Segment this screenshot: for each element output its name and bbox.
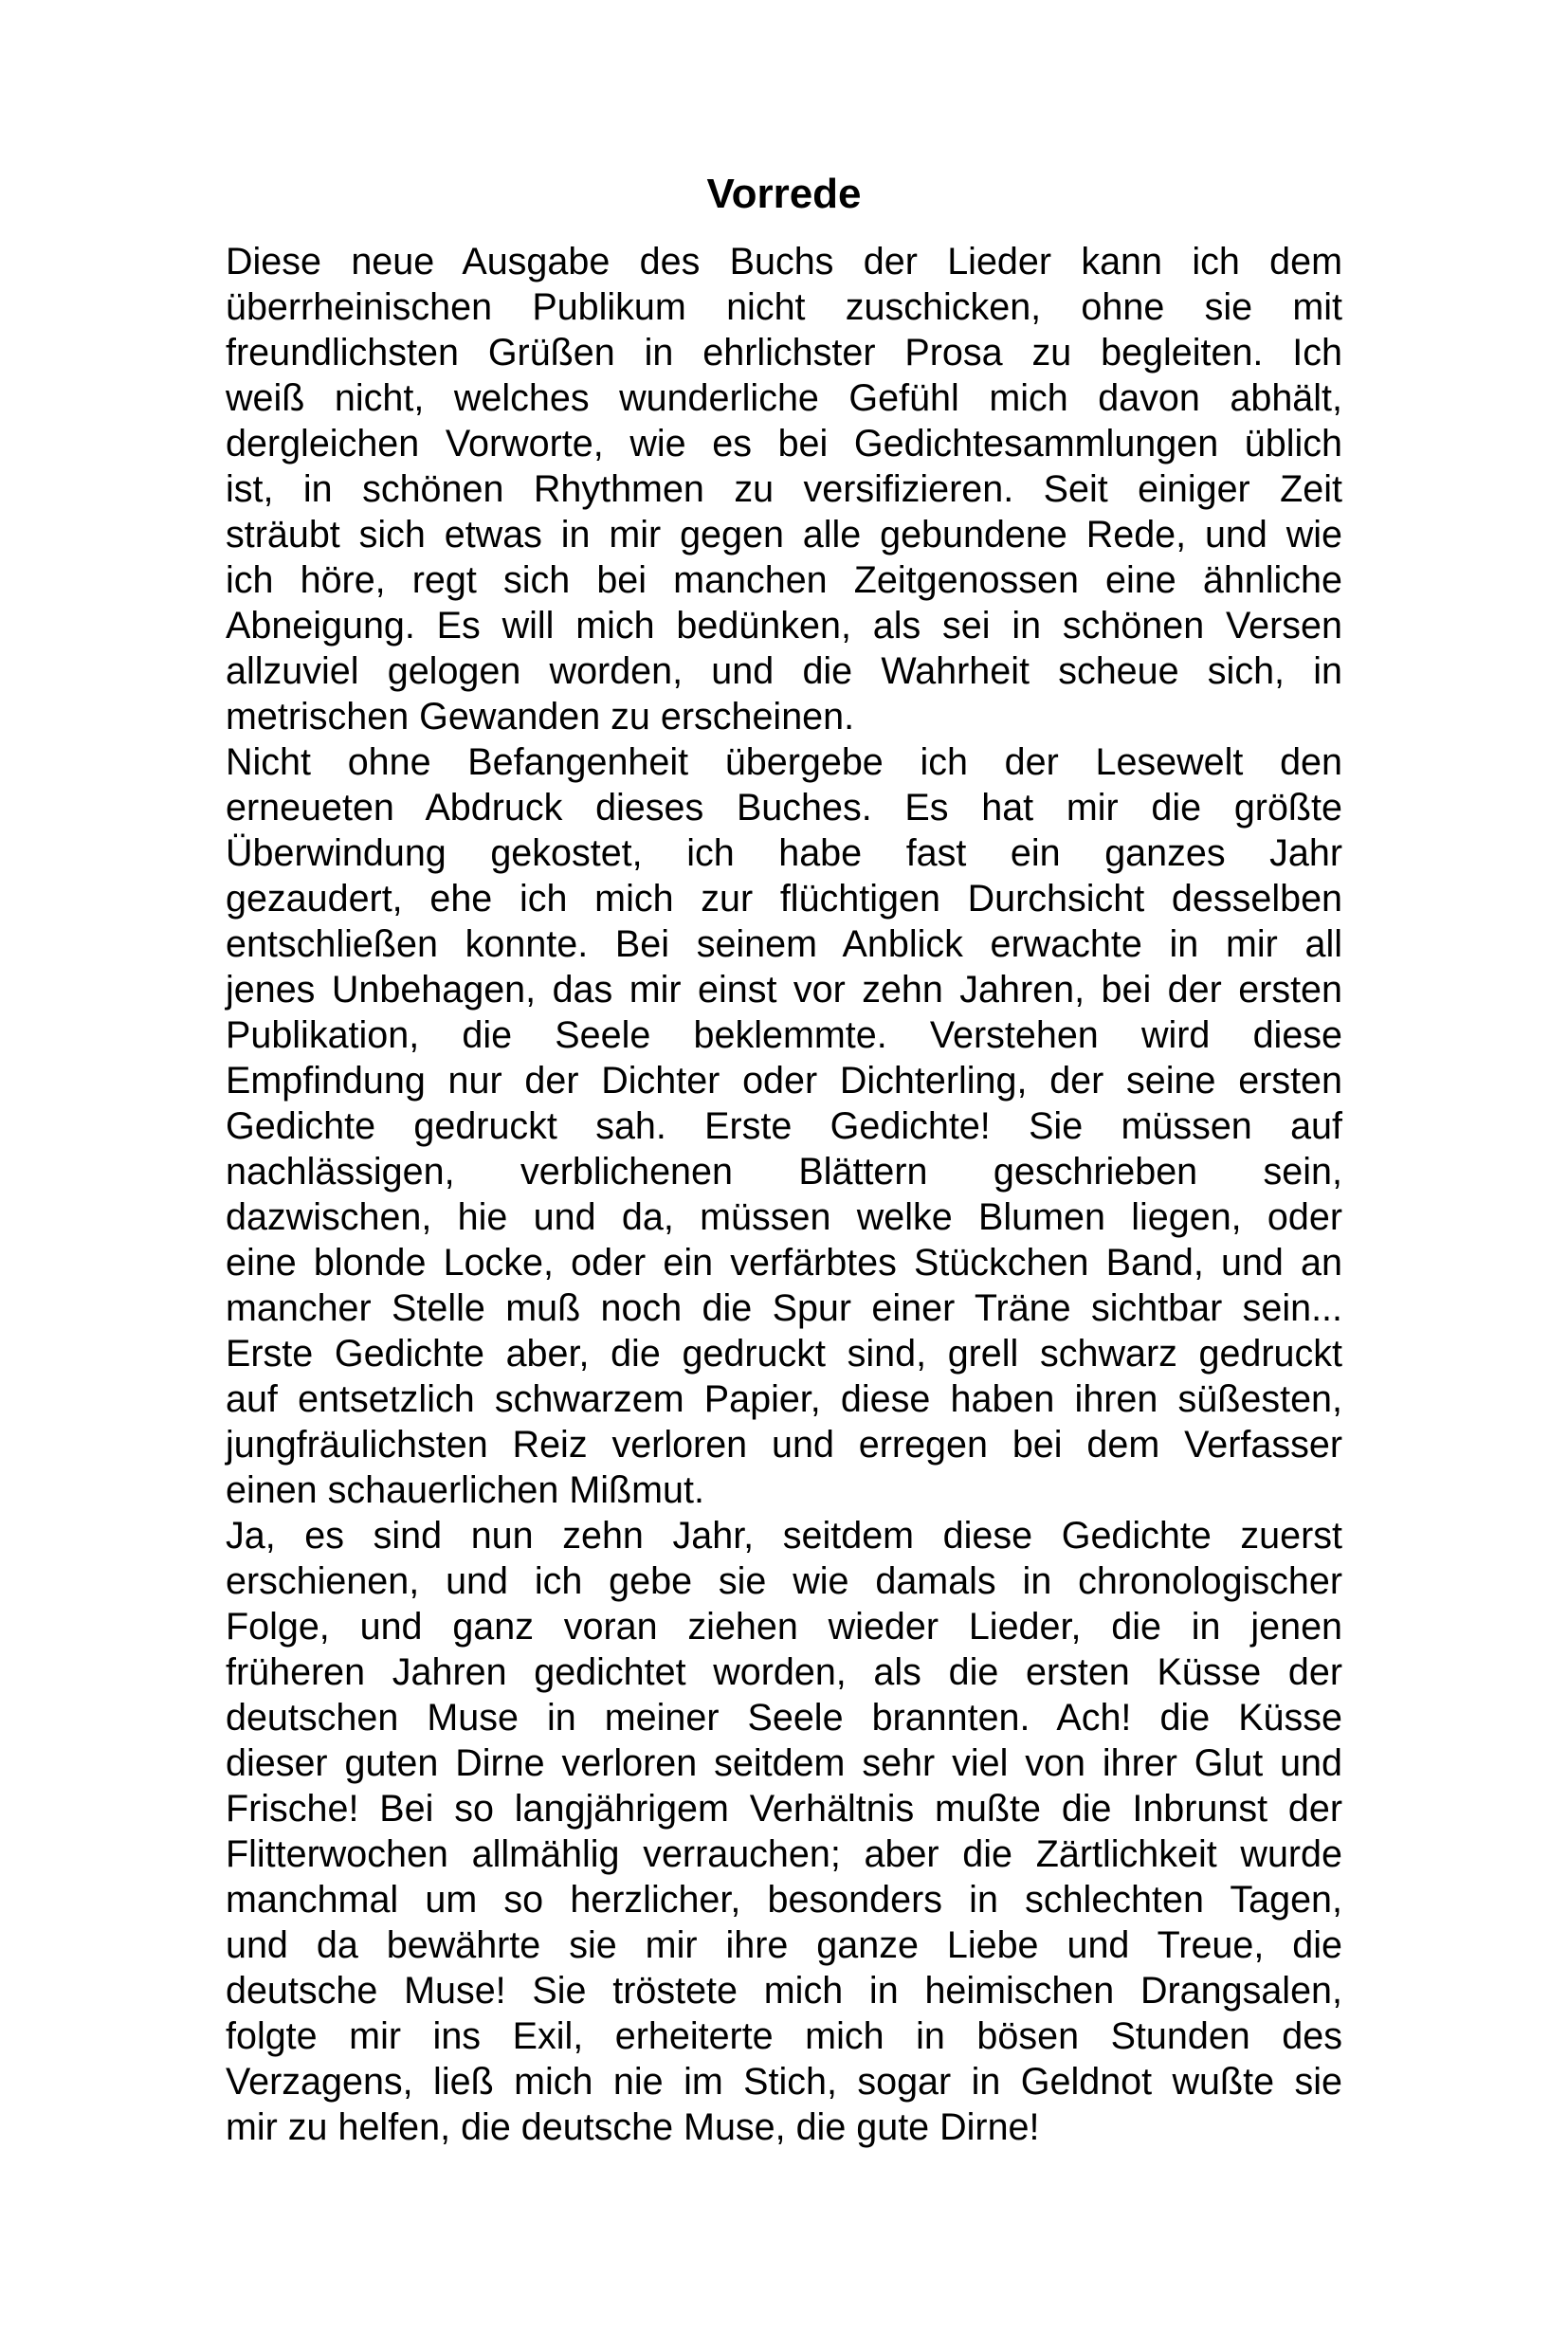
text-line: gezaudert, ehe ich mich zur flüchtigen Durchsicht desselben	[226, 878, 1342, 920]
text-line: Nicht ohne Befangenheit übergebe ich der Lesewelt den	[226, 741, 1342, 783]
text-line: Ja, es sind nun zehn Jahr, seitdem diese Gedichte zuerst	[226, 1515, 1342, 1557]
text-line: Gedichte gedruckt sah. Erste Gedichte! Sie müssen auf	[226, 1105, 1342, 1147]
text-line: deutschen Muse in meiner Seele brannten. Ach! die Küsse	[226, 1697, 1342, 1739]
text-line: manchmal um so herzlicher, besonders in schlechten Tagen,	[226, 1879, 1342, 1921]
text-line: Empfindung nur der Dichter oder Dichterling, der seine ersten	[226, 1060, 1342, 1102]
text-line: Überwindung gekostet, ich habe fast ein ganzes Jahr	[226, 832, 1342, 874]
text-line: sträubt sich etwas in mir gegen alle gebundene Rede, und wie	[226, 514, 1342, 556]
text-line: erneueten Abdruck dieses Buches. Es hat mir die größte	[226, 787, 1342, 829]
text-line: Publikation, die Seele beklemmte. Verstehen wird diese	[226, 1014, 1342, 1056]
text-line: Verzagens, ließ mich nie im Stich, sogar in Geldnot wußte sie	[226, 2061, 1342, 2103]
paragraph-2	[226, 739, 1342, 1513]
text-line: überrheinischen Publikum nicht zuschicken, ohne sie mit	[226, 286, 1342, 328]
text-line: Frische! Bei so langjährigem Verhältnis mußte die Inbrunst der	[226, 1788, 1342, 1830]
text-line: allzuviel gelogen worden, und die Wahrheit scheue sich, in	[226, 650, 1342, 692]
page-title: Vorrede	[706, 171, 862, 217]
text-line: weiß nicht, welches wunderliche Gefühl mich davon abhält,	[226, 377, 1342, 419]
text-line: Flitterwochen allmählig verrauchen; aber die Zärtlichkeit wurde	[226, 1833, 1342, 1875]
text-line: dieser guten Dirne verloren seitdem sehr viel von ihrer Glut und	[226, 1742, 1342, 1784]
text-line: mir zu helfen, die deutsche Muse, die gute Dirne!	[226, 2106, 1040, 2148]
text-line: und da bewährte sie mir ihre ganze Liebe und Treue, die	[226, 1924, 1342, 1966]
text-line: Erste Gedichte aber, die gedruckt sind, grell schwarz gedruckt	[226, 1333, 1342, 1375]
text-line: erschienen, und ich gebe sie wie damals in chronologischer	[226, 1560, 1342, 1602]
text-line: früheren Jahren gedichtet worden, als die ersten Küsse der	[226, 1651, 1342, 1693]
text-line: ich höre, regt sich bei manchen Zeitgenossen eine ähnliche	[226, 559, 1342, 601]
text-line: ist, in schönen Rhythmen zu versifizieren. Seit einiger Zeit	[226, 468, 1342, 510]
text-line: metrischen Gewanden zu erscheinen.	[226, 696, 855, 738]
text-line: jungfräulichsten Reiz verloren und erregen bei dem Verfasser	[226, 1424, 1342, 1466]
text-line: folgte mir ins Exil, erheiterte mich in bösen Stunden des	[226, 2015, 1342, 2057]
text-line: auf entsetzlich schwarzem Papier, diese haben ihren süßesten,	[226, 1378, 1342, 1420]
text-line: Folge, und ganz voran ziehen wieder Lieder, die in jenen	[226, 1606, 1342, 1648]
text-line: einen schauerlichen Mißmut.	[226, 1469, 704, 1511]
paragraph-3	[226, 1513, 1342, 2150]
body-text	[226, 239, 1342, 2150]
text-line: entschließen konnte. Bei seinem Anblick erwachte in mir all	[226, 923, 1342, 965]
text-line: jenes Unbehagen, das mir einst vor zehn Jahren, bei der ersten	[226, 969, 1342, 1011]
text-line: dergleichen Vorworte, wie es bei Gedichtesammlungen üblich	[226, 423, 1342, 465]
text-line: mancher Stelle muß noch die Spur einer Träne sichtbar sein...	[226, 1287, 1342, 1329]
text-line: nachlässigen, verblichenen Blättern geschrieben sein,	[226, 1151, 1342, 1193]
text-line: freundlichsten Grüßen in ehrlichster Prosa zu begleiten. Ich	[226, 332, 1342, 373]
text-line: dazwischen, hie und da, müssen welke Blumen liegen, oder	[226, 1196, 1342, 1238]
text-line: eine blonde Locke, oder ein verfärbtes Stückchen Band, und an	[226, 1242, 1342, 1284]
text-line: deutsche Muse! Sie tröstete mich in heimischen Drangsalen,	[226, 1970, 1342, 2012]
text-line: Diese neue Ausgabe des Buchs der Lieder kann ich dem	[226, 241, 1342, 282]
paragraph-1	[226, 239, 1342, 739]
text-line: Abneigung. Es will mich bedünken, als sei in schönen Versen	[226, 605, 1342, 647]
